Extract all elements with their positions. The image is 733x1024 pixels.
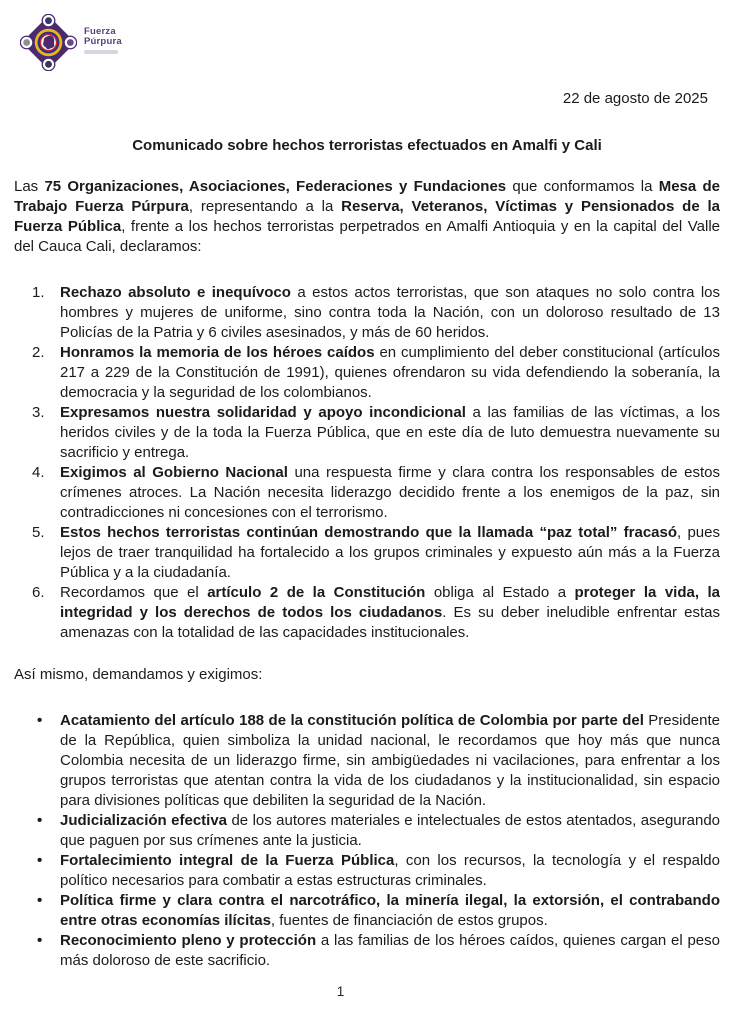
logo: [20, 14, 720, 72]
list-marker: 3.: [32, 404, 45, 421]
page-number: 1: [336, 984, 345, 999]
logo-wordmark-line1: Fuerza: [84, 26, 116, 37]
text-run: a las familias de los héroes caídos, quienes cargan el peso más doloroso de este sacrificio.: [60, 932, 720, 969]
list-item-text: [60, 812, 720, 849]
bold-text-run: Expresamos nuestra solidaridad y apoyo incondicional: [60, 404, 466, 421]
list-item: [32, 343, 720, 403]
list-item-text: [60, 404, 720, 461]
text-run: Recordamos que el: [60, 584, 208, 601]
list-item: [32, 283, 720, 343]
bold-text-run: Honramos la memoria de los héroes caídos: [60, 344, 375, 361]
list-marker: 4.: [32, 464, 45, 481]
list-marker: 6.: [32, 584, 45, 601]
list-item-text: [60, 852, 720, 889]
list-item-text: [60, 712, 720, 809]
bold-text-run: Judicialización efectiva: [60, 812, 228, 829]
list-item: [32, 403, 720, 463]
bold-text-run: Política firme y clara contra el narcotráfico, la minería ilegal, la extorsión, el contrabando entre otras economías ilícitas: [60, 892, 720, 929]
logo-wordmark: [84, 14, 122, 54]
text-run: de los autores materiales e intelectuales de estos atentados, asegurando que paguen por sus crímenes ante la justicia.: [60, 812, 720, 849]
bold-text-run: Reserva, Veteranos, Víctimas y Pensionados de la Fuerza Pública: [14, 198, 720, 235]
text-run: . Es su deber ineludible enfrentar estas amenazas con la totalidad de las capacidades institucionales.: [60, 604, 720, 641]
list-item-text: [60, 932, 720, 969]
text-run: , con los recursos, la tecnología y el respaldo político necesarios para combatir a estas estructuras criminales.: [60, 852, 720, 889]
text-run: , pues lejos de traer tranquilidad ha fortalecido a los grupos criminales y expuesto aún más a la Fuerza Pública y a la ciudadanía.: [60, 524, 720, 581]
list-item: [37, 711, 720, 811]
text-run: , frente a los hechos terroristas perpetrados en Amalfi Antioquia y en la capital del Valle del Cauca Cali, declaramos:: [14, 218, 720, 255]
bold-text-run: Fortalecimiento integral de la Fuerza Pública: [60, 852, 395, 869]
bold-text-run: 75 Organizaciones, Asociaciones, Federaciones y Fundaciones: [44, 178, 507, 195]
text-run: , representando a la: [188, 198, 342, 215]
demands-list: [14, 711, 720, 971]
list-item: [32, 523, 720, 583]
list-marker: •: [37, 892, 43, 909]
list-item: [32, 583, 721, 643]
logo-wordmark-line2: Púrpura: [84, 36, 122, 47]
list-marker: •: [37, 812, 43, 829]
intro-paragraph: [14, 177, 720, 257]
list-item: [37, 891, 720, 931]
text-run: Presidente de la República, quien simboliza la unidad nacional, le recordamos que hoy más que nunca Colombia necesita de un liderazgo firme, sin ambigüedades ni vacilaciones, para enfrentar a los grupos terroristas que atentan contra la vida de los ciudadanos y la institucionalidad, sin espacio para divisiones políticas que debiliten la seguridad de la Nación.: [60, 712, 720, 809]
bold-text-run: artículo 2 de la Constitución: [207, 584, 426, 601]
declarations-list: [14, 283, 720, 643]
list-item: [37, 851, 720, 891]
list-item-text: [60, 892, 720, 929]
list-marker: 5.: [32, 524, 45, 541]
document-date: 22 de agosto de 2025: [562, 90, 708, 107]
bold-text-run: Acatamiento del artículo 188 de la constitución política de Colombia por parte del: [60, 712, 644, 729]
list-item: [32, 463, 720, 523]
fuerza-purpura-emblem-icon: [20, 14, 77, 71]
list-item-text: [60, 584, 720, 641]
text-run: en cumplimiento del deber constitucional (artículos 217 a 229 de la Constitución de 1991), quienes ofrendaron su vida defendiendo la soberanía, la democracia y la seguridad de los colombianos.: [60, 344, 720, 401]
text-run: que conformamos la: [506, 178, 659, 195]
bold-text-run: Mesa de Trabajo Fuerza Púrpura: [14, 178, 720, 215]
list-marker: •: [37, 712, 43, 729]
text-run: , fuentes de financiación de estos grupos.: [270, 912, 548, 929]
bold-text-run: proteger la vida, la integridad y los derechos de todos los ciudadanos: [60, 584, 721, 621]
list-marker: •: [37, 932, 43, 949]
list-item-text: [60, 524, 720, 581]
logo-tagline: [84, 50, 118, 54]
bold-text-run: Exigimos al Gobierno Nacional: [60, 464, 288, 481]
text-run: Las: [14, 178, 45, 195]
list-marker: 1.: [32, 284, 45, 301]
text-run: a las familias de las víctimas, a los heridos civiles y de la toda la Fuerza Pública, que en este día de luto demuestra nuevamente su sacrificio y entrega.: [60, 404, 720, 461]
text-run: una respuesta firme y clara contra los responsables de estos crímenes atroces. La Nación necesita liderazgo decidido frente a los enemigos de la paz, sin contradicciones ni concesiones con el terrorismo.: [60, 464, 720, 521]
document-title: Comunicado sobre hechos terroristas efectuados en Amalfi y Cali: [132, 137, 602, 154]
list-item-text: [60, 284, 720, 341]
bold-text-run: Reconocimiento pleno y protección: [60, 932, 317, 949]
list-marker: •: [37, 852, 43, 869]
list-item-text: [60, 344, 720, 401]
list-item: [37, 931, 720, 971]
list-item-text: [60, 464, 720, 521]
list-marker: 2.: [32, 344, 45, 361]
bold-text-run: Estos hechos terroristas continúan demostrando que la llamada “paz total” fracasó: [60, 524, 678, 541]
text-run: a estos actos terroristas, que son ataques no solo contra los hombres y mujeres de uniforme, sino contra toda la Nación, con un doloroso resultado de 13 Policías de la Patria y 6 civiles asesinados, y más de 60 heridos.: [60, 284, 720, 341]
demands-heading: Así mismo, demandamos y exigimos:: [14, 666, 263, 683]
list-item: [37, 811, 720, 851]
bold-text-run: Rechazo absoluto e inequívoco: [60, 284, 291, 301]
text-run: obliga al Estado a: [425, 584, 575, 601]
